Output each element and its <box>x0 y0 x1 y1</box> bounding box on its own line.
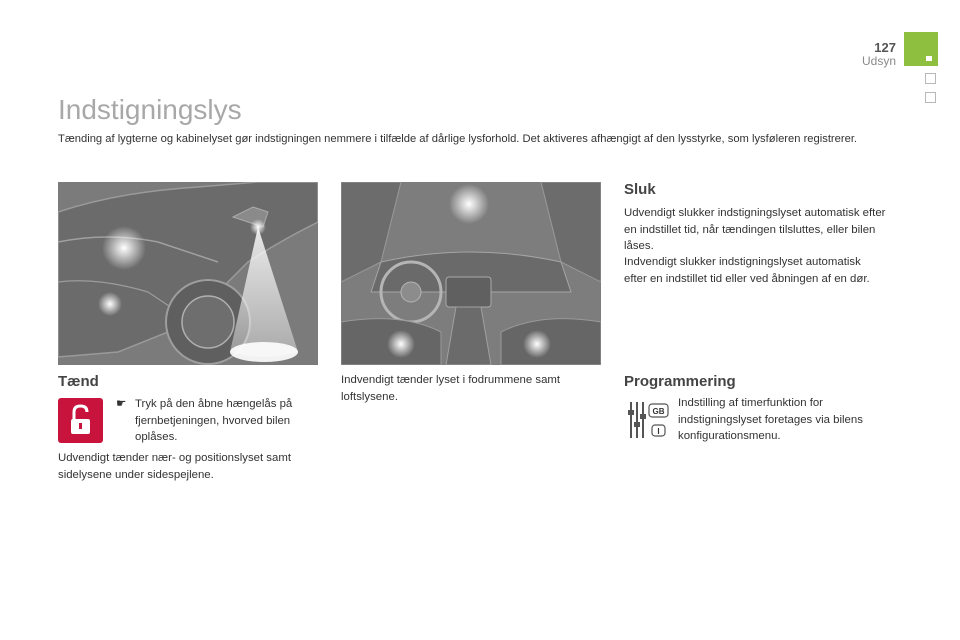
interior-note: Indvendigt tænder lyset i fodrummene samt loftslysene. <box>341 374 561 403</box>
sluk-interior-text: Indvendigt slukker indstigningslyset automatisk efter en indstillet tid eller ved åbningen af en dør. <box>624 256 870 285</box>
settings-sliders-icon <box>624 400 672 440</box>
exterior-lighting-illustration <box>58 182 318 365</box>
sluk-exterior-text: Udvendigt slukker indstigningslyset automatisk efter en indstillet tid, når tændingen tilsluttes, eller bilen låses. <box>624 207 886 252</box>
programmering-text: Indstilling af timerfunktion for indstigningslyset foretages via bilens konfigurationsmenu. <box>678 397 863 442</box>
section-tab[interactable] <box>925 73 936 84</box>
intro-text: Tænding af lygterne og kabinelyset gør indstigningen nemmere i tilfælde af dårlige lysforhold. Det aktiveres afhængigt af den lysstyrke, som lysføleren registrerer. <box>58 133 858 145</box>
taend-exterior-text: Udvendigt tænder nær- og positionslyset samt sidelysene under sidespejlene. <box>58 452 291 481</box>
heading-sluk: Sluk <box>624 181 656 198</box>
heading-taend: Tænd <box>58 373 99 390</box>
heading-programmering: Programmering <box>624 373 736 390</box>
gb-badge-label: GB <box>652 407 665 416</box>
page-title: Indstigningslys <box>58 94 242 125</box>
taend-bullet-text: Tryk på den åbne hængelås på fjernbetjeningen, hvorved bilen oplåses. <box>135 398 293 443</box>
open-padlock-icon <box>58 398 103 443</box>
pointing-hand-icon: ☛ <box>116 398 127 410</box>
i-badge-label: I <box>657 427 660 436</box>
page-number: 127 <box>874 40 896 55</box>
section-tab[interactable] <box>925 92 936 103</box>
section-tab-active[interactable] <box>904 32 938 66</box>
interior-lighting-illustration <box>341 182 601 365</box>
section-name: Udsyn <box>861 54 896 68</box>
